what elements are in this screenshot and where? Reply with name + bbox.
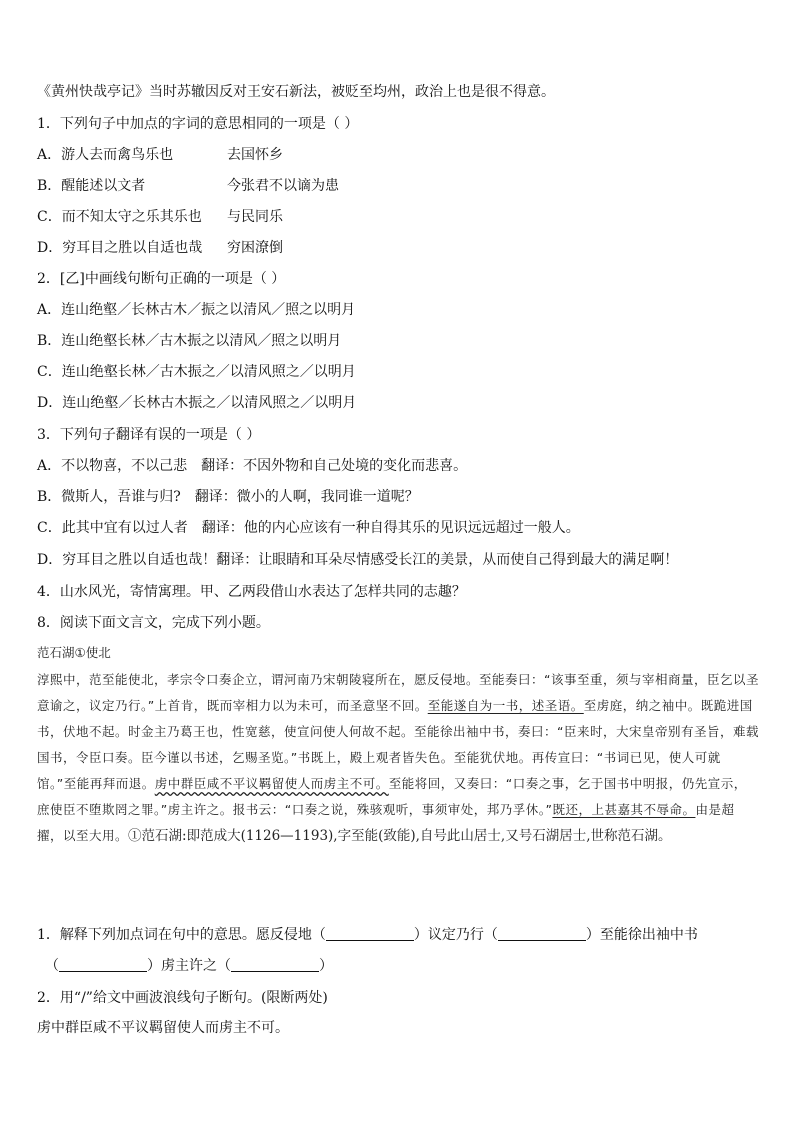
q2-option-b: B．连山绝壑长林／古木振之以清风／照之以明月 — [37, 333, 342, 349]
sub1-stem — [37, 925, 698, 945]
answer-blank[interactable] — [326, 926, 414, 941]
sub1-item: 愿反侵地（ — [255, 927, 326, 943]
q1-option-c — [37, 207, 283, 227]
underlined-sentence: 至能遂自为一书，述圣语。 — [427, 698, 584, 713]
q3-option-b — [37, 487, 419, 507]
sub1-item: （ — [45, 958, 59, 974]
option-right: 穷困潦倒 — [227, 240, 283, 256]
underlined-sentence: 既还，上甚嘉其不辱命。 — [552, 802, 696, 817]
option-right: 翻译：不因外物和自己处境的变化而悲喜。 — [201, 458, 468, 474]
option-left: D．穷耳目之胜以自适也哉！ — [37, 552, 217, 568]
sub2-stem: 2．用“/”给文中画波浪线句子断句。(限断两处) — [37, 990, 328, 1006]
passage-title: 范石湖①使北 — [37, 645, 111, 660]
footnote: ①范石湖:即范成大(1126—1193),字至能(致能),自号此山居士,又号石湖居士,世称范石湖。 — [128, 828, 672, 844]
q2-option-d: D．连山绝壑／长林古木振之／以清风照之／以明月 — [37, 395, 357, 411]
passage-segment: 至能将回，又奏曰：“口奏之事，乞于国书中明报，仍先宣示，庶使臣不堕欺罔之罪。”虏主许之。报书云：“口奏之说，殊骇观听，事须审处，邦乃孚休。” — [37, 776, 747, 817]
sub1-question: 1．解释下列加点词在句中的意思。 — [37, 927, 256, 943]
option-left: A．游人去而禽鸟乐也 — [37, 147, 174, 163]
option-right: 翻译：他的内心应该有一种自得其乐的见识远远超过一般人。 — [201, 520, 580, 536]
answer-blank[interactable] — [59, 957, 147, 972]
passage-segment: 至虏庭，纳之袖中。既跪进国书，伏地不起。时金主乃葛王也，性宽慈，使宣问使人何故不起。至能徐出袖中书，奏曰：“臣来时，大宋皇帝别有圣旨，难载国书，令臣口奏。臣今谨以书述，乞赐圣览。”书既上，殿上观者皆失色。至能犹伏地。再传宣曰：“书词已见，使人可就馆。”至能再拜而退。 — [37, 698, 759, 791]
option-left: C．而不知太守之乐其乐也 — [37, 209, 202, 225]
passage-segment: 由是超擢，以至大用。 — [37, 802, 735, 843]
passage-paragraph — [37, 667, 759, 849]
q1-option-d — [37, 238, 283, 258]
option-right: 与民同乐 — [227, 209, 283, 225]
option-right: 去国怀乡 — [227, 147, 283, 163]
q2-stem: 2．[乙]中画线句断句正确的一项是（ ） — [37, 271, 286, 287]
sub2-sentence: 虏中群臣咸不平议羁留使人而虏主不可。 — [37, 1020, 289, 1036]
sub1-continued — [45, 956, 333, 976]
q3-option-a — [37, 456, 467, 476]
q3-option-d — [37, 550, 678, 570]
option-right: 翻译：让眼睛和耳朵尽情感受长江的美景，从而使自己得到最大的满足啊！ — [216, 552, 679, 568]
q3-option-c — [37, 518, 580, 538]
q3-stem: 3．下列句子翻译有误的一项是（ ） — [37, 427, 261, 443]
answer-blank[interactable] — [231, 957, 319, 972]
option-right: 翻译：微小的人啊，我同谁一道呢？ — [194, 489, 419, 505]
q2-option-a: A．连山绝壑／长林古木／振之以清风／照之以明月 — [37, 302, 356, 318]
option-left: B．醒能述以文者 — [37, 178, 146, 194]
wavy-underlined-sentence: 虏中群臣咸不平议羁留使人而虏主不可。 — [154, 776, 389, 791]
sub1-item: ）议定乃行（ — [413, 927, 498, 943]
sub1-item: ） — [319, 958, 333, 974]
q1-option-b — [37, 176, 339, 196]
q8-stem: 8．阅读下面文言文，完成下列小题。 — [37, 615, 270, 631]
passage-segment: 淳熙中，范至能使北，孝宗令口奏企立，谓河南乃宋朝陵寝所在，愿反侵地。至能奏曰：“该事至重，须与宰相商量，臣乞以圣意谕之，议定乃行。”上首肯，既而宰相力以为未可，而圣意坚不回。 — [37, 672, 759, 713]
q1-option-a — [37, 145, 283, 165]
q1-stem: 1．下列句子中加点的字词的意思相同的一项是（ ） — [37, 116, 359, 132]
answer-blank[interactable] — [498, 926, 586, 941]
option-left: C．此其中宜有以过人者 — [37, 520, 188, 536]
option-left: D．穷耳目之胜以自适也哉 — [37, 240, 203, 256]
option-left: A．不以物喜，不以己悲 — [37, 458, 188, 474]
option-left: B．微斯人，吾谁与归? — [37, 489, 181, 505]
option-right: 今张君不以谪为患 — [227, 178, 339, 194]
passage-body — [37, 667, 759, 849]
intro-text: 《黄州快哉亭记》当时苏辙因反对王安石新法，被贬至均州，政治上也是很不得意。 — [37, 84, 555, 100]
sub1-item: ）虏主许之（ — [147, 958, 231, 974]
sub1-item: ）至能徐出袖中书 — [585, 927, 698, 943]
q4-stem: 4．山水风光，寄情寓理。甲、乙两段借山水表达了怎样共同的志趣？ — [37, 584, 466, 600]
q2-option-c: C．连山绝壑长林／古木振之／以清风照之／以明月 — [37, 364, 356, 380]
